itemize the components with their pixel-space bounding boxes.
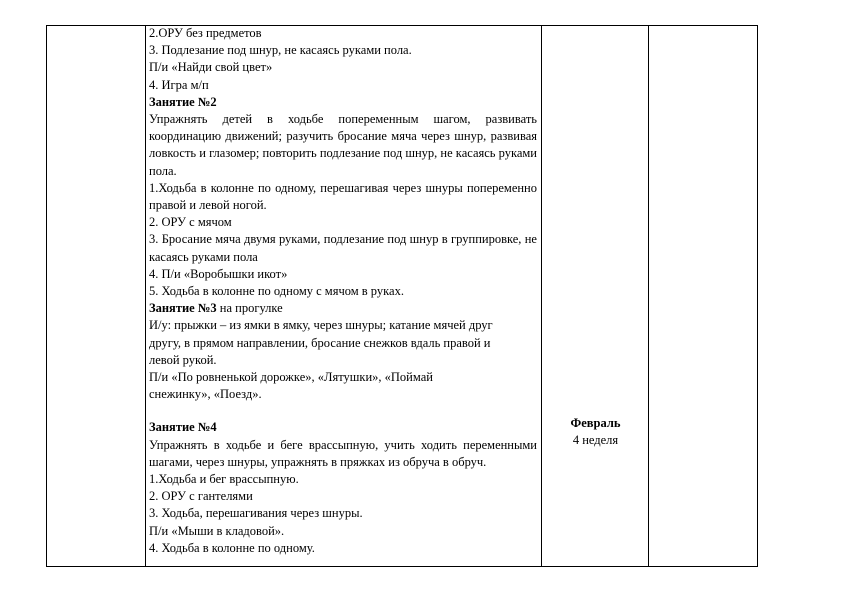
table-border-right (757, 25, 758, 567)
lesson-content-cell (149, 25, 537, 557)
lesson-4-step: 4. Ходьба в колонне по одному. (149, 540, 315, 555)
month-label: Февраль (570, 416, 621, 430)
lesson-2-title: Занятие №2 (149, 94, 217, 109)
lesson-3-games: снежинку», «Поезд». (149, 387, 262, 402)
lesson-2-step: 5. Ходьба в колонне по одному с мячом в руках. (149, 284, 404, 299)
lesson-3-title-number: Занятие №3 (149, 301, 217, 316)
lesson-4-goal: Упражнять в ходьбе и беге врассыпную, учить ходить переменными шагами, через шнуры, упражнять в пряжках из обруча в обруч. (149, 437, 537, 469)
lesson-2-step: 2. ОРУ с мячом (149, 215, 232, 230)
table-divider-2 (541, 25, 542, 567)
lesson-4-step: 2. ОРУ с гантелями (149, 489, 253, 504)
table-divider-3 (648, 25, 649, 567)
table-border-left (46, 25, 47, 567)
lesson-3-title-suffix: на прогулке (216, 301, 283, 316)
lesson-2-step: 4. П/и «Воробышки икот» (149, 266, 288, 281)
week-label: 4 неделя (572, 433, 619, 447)
text-line: 4. Игра м/п (149, 77, 209, 92)
text-line: 3. Подлезание под шнур, не касаясь руками пола. (149, 43, 412, 58)
table-border-bottom (46, 566, 757, 567)
lesson-2-step: 1.Ходьба в колонне по одному, перешагивая через шнуры попеременно правой и левой ногой. (149, 180, 537, 213)
lesson-4-game: П/и «Мыши в кладовой». (149, 523, 285, 538)
lesson-2-step: 3. Бросание мяча двумя руками, подлезание под шнур в группировке, не касаясь руками пола (149, 232, 537, 264)
lesson-3-text: И/у: прыжки – из ямки в ямку, через шнуры; катание мячей друг (149, 318, 493, 333)
lesson-3-games: П/и «По ровненькой дорожке», «Лятушки», «Поймай (149, 370, 433, 385)
schedule-cell (543, 415, 648, 449)
spacer (149, 403, 537, 419)
lesson-4-step: 1.Ходьба и бег врассыпную. (149, 472, 299, 487)
lesson-4-title: Занятие №4 (149, 420, 217, 435)
lesson-2-goal: Упражнять детей в ходьбе попеременным шагом, развивать координацию движений; разучить бросание мяча через шнур, развивая ловкость и глазомер; повторить подлезание под шнур, не касаясь руками пола. (149, 112, 537, 178)
text-line: 2.ОРУ без предметов (149, 26, 262, 40)
table-divider-1 (145, 25, 146, 567)
lesson-3-title (149, 300, 537, 317)
text-line: П/и «Найди свой цвет» (149, 60, 273, 75)
lesson-4-step: 3. Ходьба, перешагивания через шнуры. (149, 506, 363, 521)
lesson-3-text: другу, в прямом направлении, бросание снежков вдаль правой и (149, 335, 491, 350)
lesson-3-text: левой рукой. (149, 352, 217, 367)
